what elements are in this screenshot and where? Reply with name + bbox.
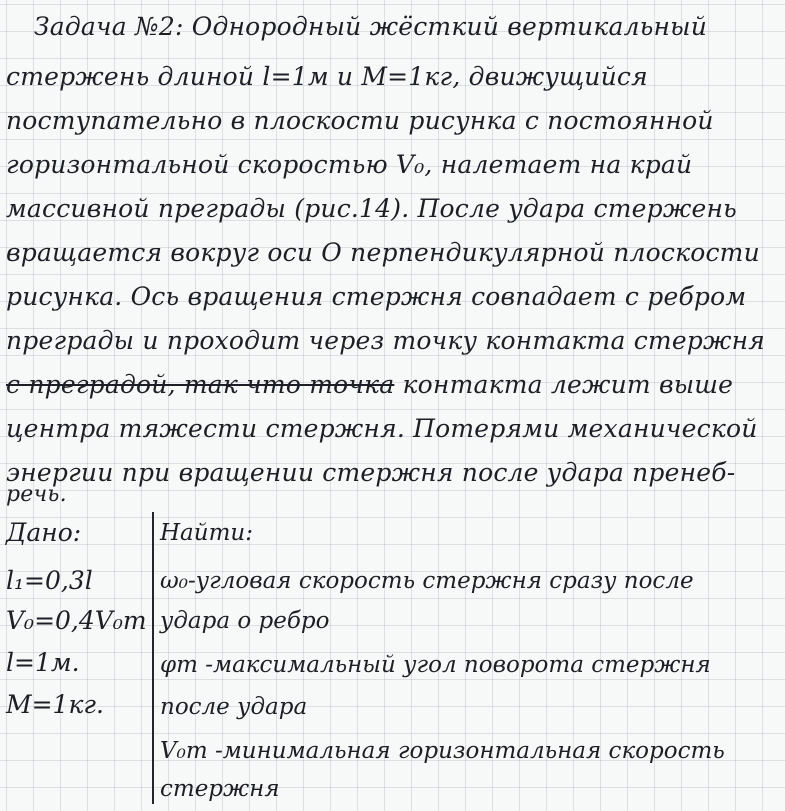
given-find-divider: [152, 512, 154, 804]
find-item: удара о ребро: [160, 608, 330, 634]
given-item: V₀=0,4V₀m: [6, 606, 147, 635]
problem-line: преграды и проходит через точку контакта стержня: [6, 326, 766, 355]
problem-line: речь.: [6, 482, 67, 507]
find-item: после удара: [160, 694, 308, 720]
find-item: стержня: [160, 776, 280, 802]
find-title: Найти:: [160, 520, 253, 546]
given-item: l=1м.: [6, 648, 80, 677]
problem-line-struck: [6, 370, 733, 400]
problem-line: стержень длиной l=1м и M=1кг, движущийся: [6, 62, 648, 91]
given-item: l₁=0,3l: [6, 566, 93, 595]
problem-line: Задача №2: Однородный жёсткий вертикальный: [34, 12, 708, 41]
find-item: V₀m -минимальная горизонтальная скорость: [160, 738, 725, 764]
problem-line: горизонтальной скоростью V₀, налетает на край: [6, 150, 693, 179]
struck-text: с преградой, так что точка: [6, 370, 395, 399]
given-title: Дано:: [6, 518, 82, 547]
problem-line: массивной преграды (рис.14). После удара стержень: [6, 194, 737, 223]
problem-line-rest: контакта лежит выше: [394, 370, 734, 399]
problem-line: вращается вокруг оси O перпендикулярной плоскости: [6, 238, 760, 267]
find-item: ω₀-угловая скорость стержня сразу после: [160, 568, 694, 594]
problem-line: рисунка. Ось вращения стержня совпадает с ребром: [6, 282, 747, 311]
problem-line: поступательно в плоскости рисунка с постоянной: [6, 106, 714, 135]
problem-line: энергии при вращении стержня после удара пренеб-: [6, 458, 736, 487]
given-item: M=1кг.: [6, 690, 104, 719]
find-item: φm -максимальный угол поворота стержня: [160, 652, 711, 678]
problem-line: центра тяжести стержня. Потерями механической: [6, 414, 758, 443]
